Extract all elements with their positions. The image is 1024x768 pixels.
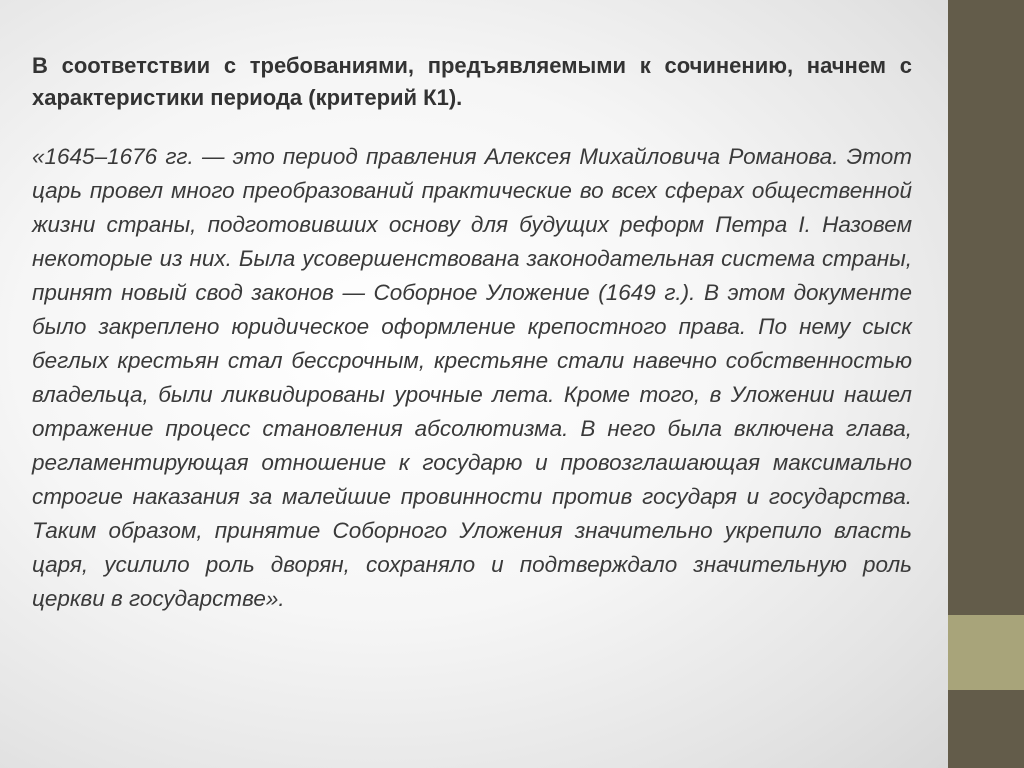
sidebar-accent-block (948, 615, 1024, 690)
slide-heading: В соответствии с требованиями, предъявляемыми к сочинению, начнем с характеристики периода (критерий К1). (32, 53, 912, 110)
essay-quote-text: «1645–1676 гг. — это период правления Алексея Михайловича Романова. Этот царь провел много преобразований практические во всех сферах общественной жизни страны, подготовивших основу для будущих реформ Петра I. Назовем некоторые из них. Была усовершенствована законодательная система страны, принят новый свод законов — Соборное Уложение (1649 г.). В этом документе было закреплено юридическое оформление крепостного права. По нему сыск беглых крестьян стал бессрочным, крестьяне стали навечно собственностью владельца, были ликвидированы урочные лета. Кроме того, в Уложении нашел отражение процесс становления абсолютизма. В него была включена глава, регламентирующая отношение к государю и провозглашающая максимально строгие наказания за малейшие провинности против государя и государства. Таким образом, принятие Соборного Уложения значительно укрепило власть царя, усилило роль дворян, сохраняло и подтверждало значительную роль церкви в государстве». (32, 144, 912, 611)
slide-content (32, 50, 912, 616)
